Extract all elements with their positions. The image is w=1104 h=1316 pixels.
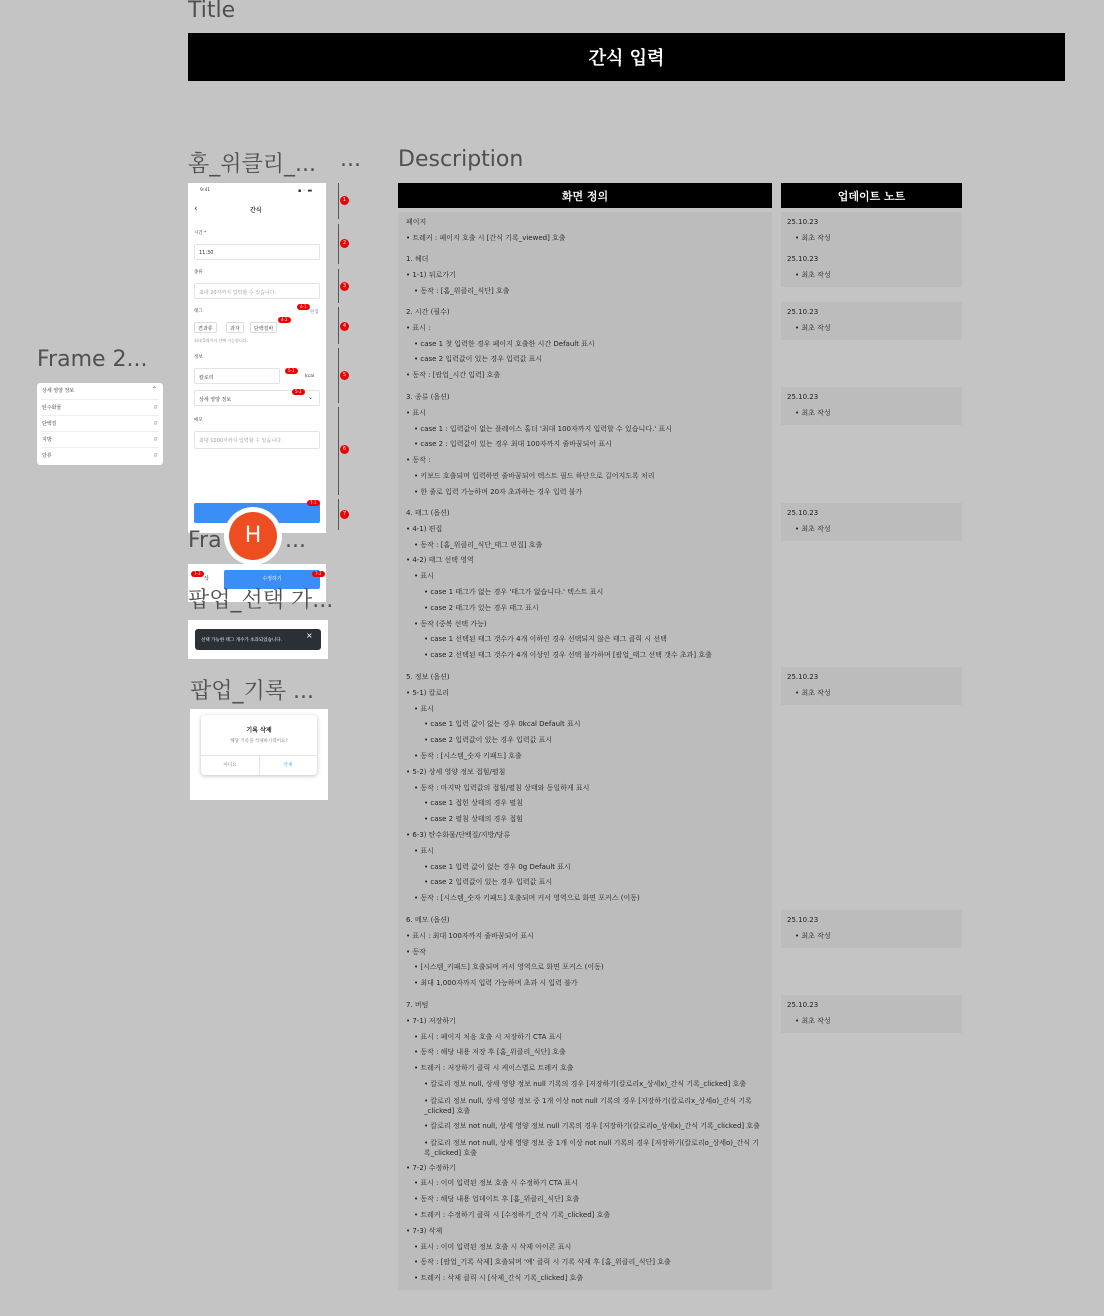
dialog-delete-button[interactable]: 삭제 — [283, 763, 293, 768]
title-label: Title — [188, 0, 236, 23]
update-note — [781, 503, 962, 541]
dialog-title: 기록 삭제 — [246, 727, 272, 734]
indicator-line — [338, 307, 339, 344]
definition-line: • 한 줄로 입력 가능하며 20자 초과하는 경우 입력 불가 — [414, 487, 583, 496]
update-text: • 최초 작성 — [795, 688, 831, 697]
marker-pill: 5-2 — [292, 389, 305, 395]
dialog-cancel-button[interactable]: 아니요 — [223, 763, 237, 768]
definition-line: • 표시 — [414, 846, 434, 855]
tag-chip[interactable]: 단백질바 — [250, 322, 277, 333]
chevron-down-icon: ⌄ — [308, 394, 314, 401]
nutrition-row-unit: g — [153, 420, 157, 426]
modify-frame-label[interactable]: Fra — [188, 528, 222, 553]
indicator-line — [338, 224, 339, 264]
user-avatar[interactable] — [224, 507, 282, 565]
definition-line: • 7-1) 저장하기 — [406, 1016, 456, 1025]
definition-line: • 칼로리 정보 not null, 상세 영양 정보 null 기록의 경우 [저장하기(칼로리o_상세x)_간식 기록_clicked] 호출 — [424, 1121, 760, 1130]
definition-line: • 동작 : 해당 내용 업데이트 후 [홈_위클리_식단] 호출 — [414, 1195, 580, 1204]
definition-line: • 칼로리 정보 not null, 상세 영양 정보 중 1개 이상 not null 기록의 경우 [저장하기(칼로리o_상세o)_간식 기록_clicked] 호출 — [424, 1138, 760, 1157]
marker-badge: 5 — [340, 371, 349, 380]
marker-pill: 7-2 — [312, 571, 325, 577]
update-note — [781, 667, 962, 705]
tag-label: 태그 — [194, 309, 203, 314]
definition-line: • case 1 : 입력값이 없는 플레이스 홀더 '최대 100자까지 입력할 수 있습니다.' 표시 — [414, 424, 672, 433]
marker-pill: 4-2 — [278, 317, 291, 323]
marker-badge: 2 — [340, 239, 349, 248]
update-note — [781, 302, 962, 340]
definition-line: 7. 버텀 — [406, 1001, 429, 1009]
definition-line: • 7-3) 삭제 — [406, 1226, 443, 1235]
nutrition-card-header: 상세 영양 정보 — [42, 388, 75, 394]
marker-pill: 5-1 — [285, 368, 298, 374]
definition-line: • case 1 선택된 태그 갯수가 4개 이하인 경우 선택되지 않은 태그 클릭 시 선택 — [424, 635, 667, 644]
toast-frame — [188, 620, 328, 659]
definition-line: • 표시 : 최대 100자까지 줄바꿈되어 표시 — [406, 931, 534, 940]
nutrition-row-label: 단백질 — [42, 421, 57, 427]
nutrition-row-unit: g — [153, 452, 157, 458]
definition-line: • 표시 : 페이지 처음 호출 시 저장하기 CTA 표시 — [414, 1032, 563, 1041]
definition-section — [398, 212, 772, 250]
definition-line: • 키보드 호출되며 입력하면 줄바꿈되어 텍스트 필드 하단으로 길어지도록 처리 — [414, 471, 655, 480]
avatar-letter: H — [229, 512, 277, 560]
popup-record-label[interactable]: 팝업_기록 ... — [190, 679, 314, 704]
info-label: 정보 — [194, 355, 203, 360]
definition-line: • case 1 첫 입력한 경우 페이지 호출한 시간 Default 표시 — [414, 339, 595, 348]
marker-badge: 7 — [340, 510, 349, 519]
dialog-message: 해당 기록을 삭제하시겠어요? — [230, 739, 288, 744]
nutrition-row-unit: g — [153, 436, 157, 442]
definition-line: • 4-2) 태그 선택 영역 — [406, 556, 474, 565]
definition-line: 6. 메모 (옵션) — [406, 916, 450, 924]
definition-line: • 동작 : [홈_위클리_식단] 호출 — [414, 286, 510, 295]
update-date: 25.10.23 — [787, 218, 819, 226]
delete-dialog-frame — [190, 709, 328, 800]
update-header: 업데이트 노트 — [781, 183, 962, 208]
definition-section — [398, 667, 772, 910]
indicator-line — [338, 407, 339, 495]
popup-select-label[interactable]: 팝업_선택 가... — [188, 588, 334, 613]
update-note — [781, 910, 962, 948]
indicator-line — [338, 269, 339, 303]
update-note — [781, 249, 962, 287]
definition-line: • case 2 입력값이 있는 경우 입력값 표시 — [424, 878, 553, 887]
definition-line: • [시스템_키패드] 호출되며 커서 영역으로 화면 포커스 (이동) — [414, 963, 604, 972]
definition-line: 2. 시간 (필수) — [406, 308, 450, 316]
definition-line: • 트레커 : 삭제 클릭 시 [삭제_간식 기록_clicked] 호출 — [414, 1274, 584, 1283]
chevron-up-icon[interactable]: ⌃ — [151, 386, 157, 393]
definition-line: • case 1 입력 값이 없는 경우 0g Default 표시 — [424, 862, 571, 871]
definition-line: • case 2 : 입력값이 있는 경우 최대 100자까지 줄바꿈되어 표시 — [414, 440, 612, 449]
definition-section — [398, 387, 772, 504]
update-date: 25.10.23 — [787, 916, 819, 924]
definition-line: • 동작 : [팝업_시간 입력] 호출 — [406, 371, 501, 380]
definition-line: • 트레커 : 페이지 호출 시 [간식 기록_viewed] 호출 — [406, 233, 566, 242]
update-text: • 최초 작성 — [795, 524, 831, 533]
update-note — [781, 387, 962, 425]
delete-button[interactable]: 삭 — [204, 576, 209, 582]
nutrition-row[interactable] — [41, 399, 159, 414]
update-date: 25.10.23 — [787, 1001, 819, 1009]
calorie-input[interactable]: 칼로리 — [194, 368, 280, 384]
definition-line: • 트레커 : 저장하기 클릭 시 케이스별로 트레커 호출 — [414, 1064, 574, 1073]
close-icon[interactable]: × — [306, 631, 313, 640]
page-title-bar: 간식 입력 — [188, 33, 1065, 81]
definition-line: • case 2 선택된 태그 갯수가 4개 이상인 경우 선택 불가하며 [팝업_태그 선택 갯수 초과] 호출 — [424, 651, 712, 660]
update-date: 25.10.23 — [787, 255, 819, 263]
definition-line: • 동작 : 마지막 입력값의 접힘/펼침 상태와 동일하게 표시 — [414, 783, 590, 792]
definition-line: • 5-1) 칼로리 — [406, 688, 450, 697]
definition-line: • case 2 태그가 있는 경우 태그 표시 — [424, 603, 539, 612]
marker-badge: 1 — [340, 196, 349, 205]
description-label: Description — [398, 147, 524, 172]
update-date: 25.10.23 — [787, 509, 819, 517]
definition-line: • 표시 : — [406, 323, 431, 332]
definition-section — [398, 302, 772, 387]
nutrition-row[interactable] — [41, 431, 159, 446]
definition-line: • case 1 태그가 없는 경우 '태그가 없습니다.' 텍스트 표시 — [424, 587, 604, 596]
marker-badge: 6 — [340, 445, 349, 454]
nutrition-row-label: 지방 — [42, 437, 52, 443]
marker-badge: 4 — [340, 322, 349, 331]
definition-line: • 표시 — [414, 704, 434, 713]
definition-line: • case 1 접힌 상태의 경우 펼침 — [424, 799, 523, 808]
update-note — [781, 212, 962, 250]
modify-frame-label-tail[interactable]: ... — [285, 528, 306, 553]
definition-line: • 4-1) 편집 — [406, 524, 443, 533]
nutrition-row-label: 당류 — [42, 453, 52, 459]
status-icons: ▪︎ ◦ ▬ — [298, 188, 313, 194]
definition-line: • 동작 — [406, 947, 426, 956]
definition-line: • 6-3) 탄수화물/단백질/지방/당류 — [406, 830, 511, 839]
update-note — [781, 995, 962, 1033]
definition-line: 5. 정보 (옵션) — [406, 673, 450, 681]
tag-chip[interactable]: 과자 — [226, 322, 244, 333]
update-text: • 최초 작성 — [795, 408, 831, 417]
tag-hint: 최대 5개까지 선택 가능합니다. — [194, 338, 248, 343]
definition-line: • 동작 : [시스템_숫자 키패드] 호출 — [414, 751, 522, 760]
update-text: • 최초 작성 — [795, 931, 831, 940]
definition-line: 1. 헤더 — [406, 255, 429, 263]
delete-dialog — [201, 715, 317, 775]
type-label: 종류 — [194, 270, 203, 275]
status-time: 9:41 — [200, 188, 211, 193]
header-title: 간식 — [250, 207, 262, 214]
definition-header: 화면 정의 — [398, 183, 772, 208]
definition-line: • 표시 : 이미 입력된 정보 호출 시 수정하기 CTA 표시 — [414, 1179, 578, 1188]
definition-line: • 동작 (중복 선택 가능) — [414, 619, 487, 628]
screen-frame-more[interactable]: ... — [340, 147, 361, 172]
phone-screen — [188, 183, 326, 533]
update-date: 25.10.23 — [787, 673, 819, 681]
back-icon[interactable]: ‹ — [194, 204, 198, 214]
definition-line: • case 2 입력값이 있는 경우 입력값 표시 — [414, 355, 543, 364]
definition-line: • 표시 : 이미 입력된 정보 호출 시 삭제 아이콘 표시 — [414, 1242, 572, 1251]
nutrition-row[interactable] — [41, 447, 159, 462]
definition-line: • 칼로리 정보 null, 상세 영양 정보 중 1개 이상 not null 기록의 경우 [저장하기(칼로리x_상세o)_간식 기록_clicked] 호출 — [424, 1096, 752, 1115]
modify-button[interactable]: 수정하기 — [224, 570, 320, 589]
nutrition-row-label: 탄수화물 — [42, 405, 62, 411]
time-input[interactable]: 11:30 — [194, 244, 320, 260]
update-date: 25.10.23 — [787, 393, 819, 401]
nutrition-row[interactable] — [41, 415, 159, 430]
marker-badge: 3 — [340, 282, 349, 291]
indicator-line — [338, 183, 339, 219]
tag-chip[interactable]: 견과류 — [194, 322, 217, 333]
update-date: 25.10.23 — [787, 308, 819, 316]
definition-section — [398, 910, 772, 995]
definition-line: • case 2 펼침 상태의 경우 접힘 — [424, 815, 523, 824]
definition-line: • case 1 입력 값이 없는 경우 0kcal Default 표시 — [424, 720, 581, 729]
definition-line: • 7-2) 수정하기 — [406, 1163, 456, 1172]
update-text: • 최초 작성 — [795, 323, 831, 332]
update-text: • 최초 작성 — [795, 233, 831, 242]
definition-line: • 동작 : [시스템_숫자 키패드] 호출되며 커서 영역으로 화면 포커스 (이동) — [414, 894, 640, 903]
marker-pill: 7-3 — [191, 571, 204, 577]
type-input[interactable]: 최대 20자까지 입력할 수 있습니다. — [194, 283, 320, 299]
definition-line: • 트레커 : 수정하기 클릭 시 [수정하기_간식 기록_clicked] 호출 — [414, 1210, 611, 1219]
definition-line: • 칼로리 정보 null, 상세 영양 정보 null 기록의 경우 [저장하기(칼로리x_상세x)_간식 기록_clicked] 호출 — [424, 1079, 747, 1088]
indicator-line — [338, 348, 339, 403]
definition-line: • 동작 : 해당 내용 저장 후 [홈_위클리_식단] 호출 — [414, 1048, 566, 1057]
definition-line: • 1-1) 뒤로가기 — [406, 270, 456, 279]
definition-line: • 표시 — [406, 408, 426, 417]
definition-line: • case 2 입력값이 있는 경우 입력값 표시 — [424, 736, 553, 745]
definition-section — [398, 249, 772, 302]
update-text: • 최초 작성 — [795, 270, 831, 279]
nutrition-row-unit: g — [153, 404, 157, 410]
nutrition-card — [37, 383, 163, 465]
memo-input[interactable]: 최대 1000자까지 입력할 수 있습니다. — [194, 431, 320, 449]
definition-line: • 최대 1,000자까지 입력 가능하며 초과 시 입력 불가 — [414, 979, 578, 988]
definition-section — [398, 995, 772, 1290]
calorie-unit: kcal — [305, 374, 315, 379]
definition-line: • 표시 — [414, 572, 434, 581]
definition-line: 3. 종류 (옵션) — [406, 393, 450, 401]
tag-edit-button[interactable]: 편집 — [310, 310, 319, 315]
definition-line: • 동작 : [홈_위클리_식단_태그 편집] 호출 — [414, 540, 543, 549]
nutrition-toggle[interactable]: 상세 영양 정보 — [194, 390, 320, 406]
definition-line: • 동작 : [팝업_기록 삭제] 호출되며 '예' 클릭 시 기록 삭제 후 [홈_위클리_식단] 호출 — [414, 1258, 671, 1267]
definition-line: • 5-2) 상세 영양 정보 접힘/펼침 — [406, 767, 506, 776]
marker-pill: 4-1 — [297, 304, 310, 310]
frame2-label[interactable]: Frame 2... — [37, 347, 148, 372]
definition-line: 페이지 — [406, 218, 427, 226]
definition-line: • 동작 : — [406, 456, 431, 465]
definition-section — [398, 503, 772, 667]
marker-pill: 7-1 — [307, 500, 320, 506]
time-label: 시간 * — [194, 231, 207, 236]
memo-label: 메모 — [194, 418, 203, 423]
toast-message: 선택 가능한 태그 개수가 초과되었습니다. — [195, 629, 321, 650]
indicator-line — [338, 499, 339, 530]
screen-frame-label[interactable]: 홈_위클리_... — [188, 152, 316, 177]
update-text: • 최초 작성 — [795, 1016, 831, 1025]
definition-line: 4. 태그 (옵션) — [406, 509, 450, 517]
